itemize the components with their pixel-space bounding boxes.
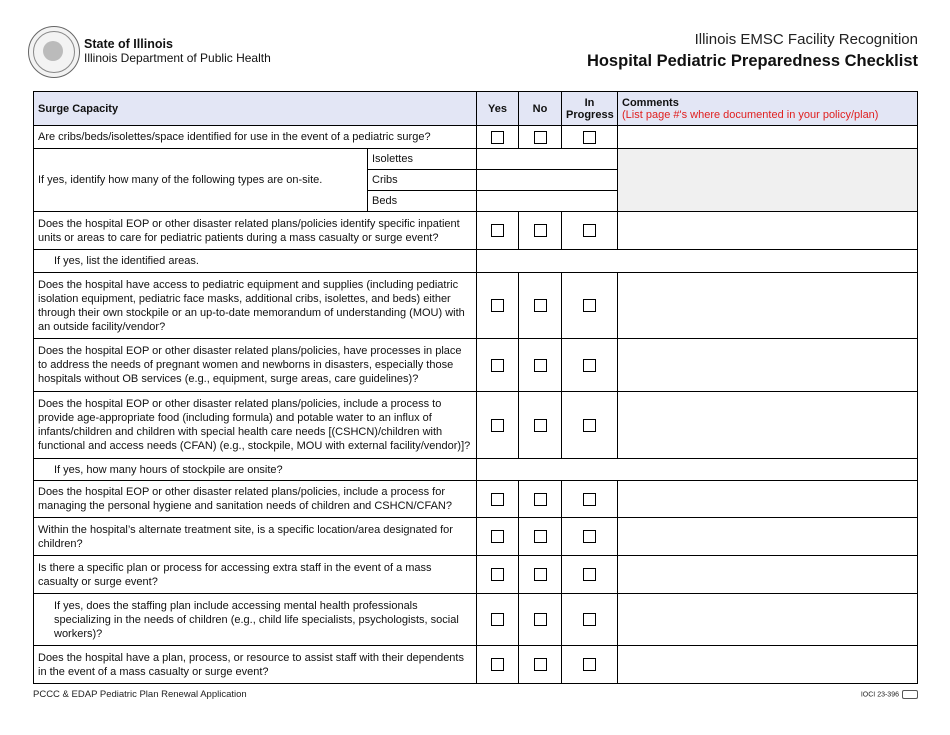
comments-field[interactable]	[618, 339, 918, 392]
identified-areas-field[interactable]	[477, 250, 918, 273]
no-checkbox[interactable]	[534, 658, 547, 671]
yes-cell	[477, 481, 519, 518]
yes-checkbox[interactable]	[491, 530, 504, 543]
agency-block	[84, 37, 271, 66]
table-row	[34, 149, 918, 170]
no-checkbox[interactable]	[534, 493, 547, 506]
in-progress-cell	[562, 126, 618, 149]
no-checkbox[interactable]	[534, 131, 547, 144]
no-column-header: No	[519, 92, 562, 126]
no-cell	[519, 273, 562, 339]
yes-checkbox[interactable]	[491, 131, 504, 144]
stockpile-hours-field[interactable]	[477, 459, 918, 481]
footer-application-name: PCCC & EDAP Pediatric Plan Renewal Application	[33, 689, 247, 700]
no-cell	[519, 556, 562, 594]
state-name: State of Illinois	[84, 37, 173, 51]
in-progress-checkbox[interactable]	[583, 419, 596, 432]
in-progress-cell	[562, 518, 618, 556]
yes-checkbox[interactable]	[491, 359, 504, 372]
yes-checkbox[interactable]	[491, 568, 504, 581]
no-cell	[519, 481, 562, 518]
in-progress-cell	[562, 481, 618, 518]
beds-count-field[interactable]	[477, 191, 618, 212]
yes-cell	[477, 392, 519, 459]
type-label: Cribs	[368, 170, 477, 191]
in-progress-checkbox[interactable]	[583, 359, 596, 372]
table-row	[34, 339, 918, 392]
comments-title: Comments	[622, 96, 679, 109]
in-progress-checkbox[interactable]	[583, 224, 596, 237]
yes-checkbox[interactable]	[491, 613, 504, 626]
no-cell	[519, 126, 562, 149]
page-title: Hospital Pediatric Preparedness Checklist	[586, 52, 918, 70]
sub-question-cell: If yes, list the identified areas.	[34, 250, 477, 273]
yes-cell	[477, 646, 519, 684]
comments-field[interactable]	[618, 556, 918, 594]
table-row	[34, 459, 918, 481]
yes-cell	[477, 212, 519, 250]
footer-form-code	[861, 690, 918, 699]
table-row	[34, 646, 918, 684]
cribs-count-field[interactable]	[477, 170, 618, 191]
in-progress-column-header: In Progress	[562, 92, 618, 126]
yes-cell	[477, 556, 519, 594]
illinois-state-seal-icon	[28, 26, 80, 78]
in-progress-cell	[562, 392, 618, 459]
isolettes-count-field[interactable]	[477, 149, 618, 170]
no-cell	[519, 646, 562, 684]
yes-checkbox[interactable]	[491, 224, 504, 237]
table-row	[34, 556, 918, 594]
no-cell	[519, 392, 562, 459]
no-checkbox[interactable]	[534, 530, 547, 543]
yes-cell	[477, 126, 519, 149]
question-cell: Does the hospital EOP or other disaster related plans/policies identify specific inpatient units or areas to care for pediatric patients during a mass casualty or surge event?	[34, 212, 477, 250]
yes-cell	[477, 518, 519, 556]
question-cell: Does the hospital have a plan, process, or resource to assist staff with their dependents in the event of a mass casualty or surge event?	[34, 646, 477, 684]
yes-checkbox[interactable]	[491, 658, 504, 671]
question-cell: Does the hospital EOP or other disaster related plans/policies, include a process to provide age-appropriate food (including formula) and potable water to an influx of infants/children and children with special health care needs [(CSHCN)/children with functional and access needs (CFAN) (e.g., stockpile, MOU with external facility/vendor)]?	[34, 392, 477, 459]
in-progress-checkbox[interactable]	[583, 493, 596, 506]
page-header	[0, 0, 950, 90]
no-cell	[519, 339, 562, 392]
comments-field[interactable]	[618, 273, 918, 339]
yes-column-header: Yes	[477, 92, 519, 126]
question-cell: Does the hospital have access to pediatric equipment and supplies (including pediatric isolation equipment, pediatric face masks, additional cribs, isolettes, and beds) either through their own stockpile or an up-to-date memorandum of understanding (MOU) with an outside facility/vendor?	[34, 273, 477, 339]
table-row	[34, 594, 918, 646]
printer-logo-icon	[902, 690, 918, 699]
comments-field[interactable]	[618, 392, 918, 459]
table-row	[34, 392, 918, 459]
table-header-row	[34, 92, 918, 126]
in-progress-cell	[562, 646, 618, 684]
department-name: Illinois Department of Public Health	[84, 51, 271, 65]
comments-field-shaded	[618, 149, 918, 212]
no-checkbox[interactable]	[534, 419, 547, 432]
in-progress-checkbox[interactable]	[583, 299, 596, 312]
in-progress-cell	[562, 594, 618, 646]
yes-checkbox[interactable]	[491, 299, 504, 312]
no-cell	[519, 594, 562, 646]
comments-field[interactable]	[618, 126, 918, 149]
sub-question-cell: If yes, how many hours of stockpile are onsite?	[34, 459, 477, 481]
question-cell: Does the hospital EOP or other disaster related plans/policies, include a process for managing the personal hygiene and sanitation needs of children and CSHCN/CFAN?	[34, 481, 477, 518]
table-row	[34, 250, 918, 273]
sub-question-cell: If yes, identify how many of the following types are on-site.	[34, 149, 368, 212]
comments-column-header	[618, 92, 918, 126]
no-cell	[519, 518, 562, 556]
no-checkbox[interactable]	[534, 613, 547, 626]
comments-field[interactable]	[618, 518, 918, 556]
no-checkbox[interactable]	[534, 359, 547, 372]
comments-note: (List page #'s where documented in your policy/plan)	[622, 108, 879, 121]
no-checkbox[interactable]	[534, 568, 547, 581]
in-progress-checkbox[interactable]	[583, 530, 596, 543]
in-progress-cell	[562, 212, 618, 250]
yes-cell	[477, 339, 519, 392]
yes-checkbox[interactable]	[491, 419, 504, 432]
checklist-table	[33, 91, 918, 684]
no-cell	[519, 212, 562, 250]
in-progress-checkbox[interactable]	[583, 131, 596, 144]
type-label: Isolettes	[368, 149, 477, 170]
in-progress-checkbox[interactable]	[583, 613, 596, 626]
question-cell: Within the hospital’s alternate treatment site, is a specific location/area designated for children?	[34, 518, 477, 556]
table-row	[34, 481, 918, 518]
form-code: IOCI 23-396	[860, 691, 899, 699]
question-cell: Is there a specific plan or process for accessing extra staff in the event of a mass casualty or surge event?	[34, 556, 477, 594]
no-checkbox[interactable]	[534, 224, 547, 237]
page-subtitle: Illinois EMSC Facility Recognition	[694, 31, 918, 48]
yes-cell	[477, 273, 519, 339]
yes-checkbox[interactable]	[491, 493, 504, 506]
section-header: Surge Capacity	[34, 92, 477, 126]
question-cell: Are cribs/beds/isolettes/space identified for use in the event of a pediatric surge?	[34, 126, 477, 149]
comments-field[interactable]	[618, 594, 918, 646]
comments-field[interactable]	[618, 481, 918, 518]
question-cell: Does the hospital EOP or other disaster related plans/policies, have processes in place to address the needs of pregnant women and newborns in disasters, especially those hospitals without OB services (e.g., equipment, surge areas, care guidelines)?	[34, 339, 477, 392]
in-progress-checkbox[interactable]	[583, 658, 596, 671]
table-row	[34, 518, 918, 556]
table-row	[34, 126, 918, 149]
in-progress-checkbox[interactable]	[583, 568, 596, 581]
yes-cell	[477, 594, 519, 646]
table-row	[34, 212, 918, 250]
title-block	[587, 30, 918, 72]
comments-field[interactable]	[618, 212, 918, 250]
table-row	[34, 273, 918, 339]
in-progress-cell	[562, 556, 618, 594]
type-label: Beds	[368, 191, 477, 212]
comments-field[interactable]	[618, 646, 918, 684]
in-progress-cell	[562, 273, 618, 339]
no-checkbox[interactable]	[534, 299, 547, 312]
sub-question-cell: If yes, does the staffing plan include accessing mental health professionals specializing in the needs of children (e.g., child life specialists, psychologists, social workers)?	[34, 594, 477, 646]
in-progress-cell	[562, 339, 618, 392]
